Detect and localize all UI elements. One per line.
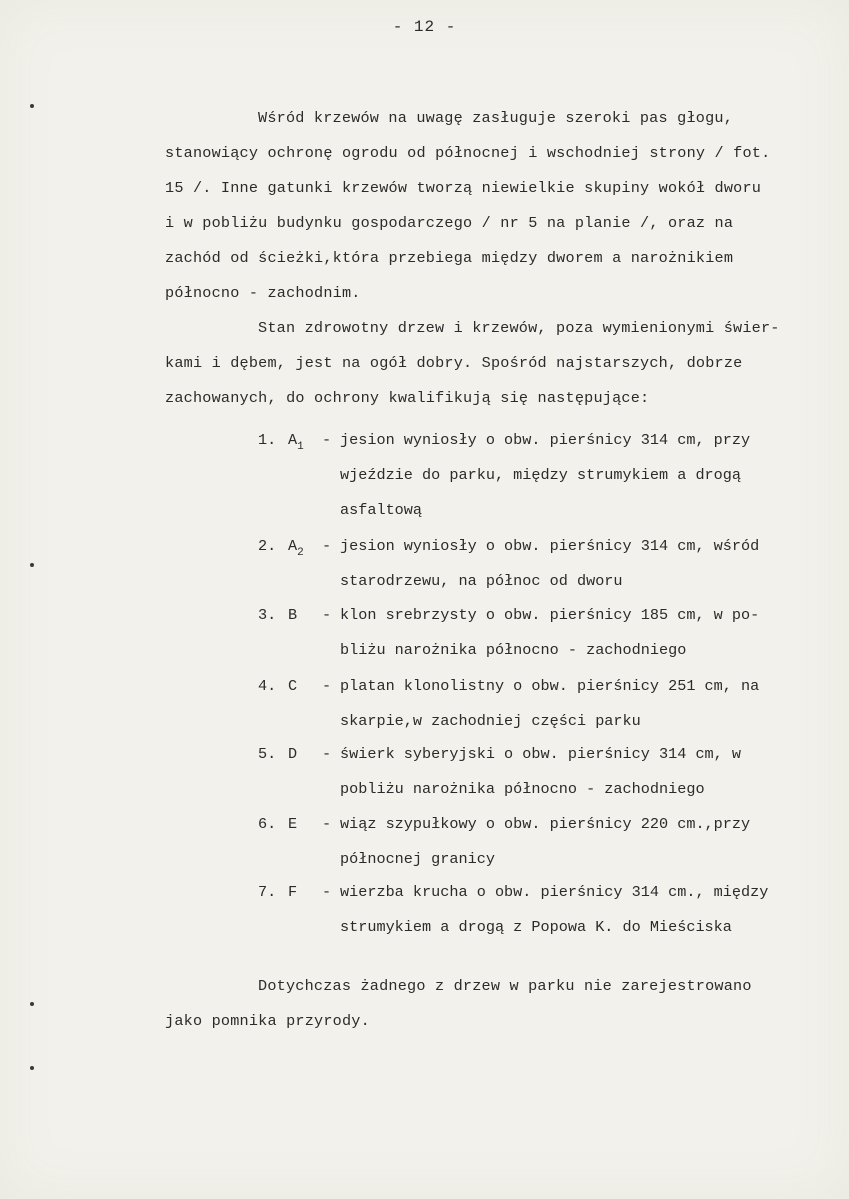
item-dash: - <box>322 537 332 555</box>
item-text-line-2: wjeździe do parku, między strumykiem a drogą <box>340 466 742 484</box>
item-text-line-1: wiąz szypułkowy o obw. pierśnicy 220 cm.,przy <box>340 815 751 833</box>
item-text-line-2: pobliżu narożnika północno - zachodniego <box>340 780 705 798</box>
paragraph-2-line-1: Stan zdrowotny drzew i krzewów, poza wymienionymi świer- <box>258 319 780 337</box>
item-number: 2. <box>258 537 277 555</box>
item-code: D <box>288 745 298 763</box>
punch-mark <box>30 1066 34 1070</box>
item-dash: - <box>322 431 332 449</box>
item-text-line-1: jesion wyniosły o obw. pierśnicy 314 cm, wśród <box>340 537 760 555</box>
page-number: - 12 - <box>392 18 457 36</box>
item-code: C <box>288 677 298 695</box>
item-dash: - <box>322 815 332 833</box>
item-text-line-1: klon srebrzysty o obw. pierśnicy 185 cm, w po- <box>340 606 760 624</box>
item-text-line-1: jesion wyniosły o obw. pierśnicy 314 cm, przy <box>340 431 751 449</box>
item-text-line-3: asfaltową <box>340 501 423 519</box>
item-text-line-2: północnej granicy <box>340 850 495 868</box>
item-dash: - <box>322 677 332 695</box>
punch-mark <box>30 563 34 567</box>
item-text-line-1: świerk syberyjski o obw. pierśnicy 314 cm, w <box>340 745 742 763</box>
paragraph-3-line-2: jako pomnika przyrody. <box>165 1012 370 1030</box>
item-code: $A_2$ <box>288 537 304 559</box>
item-text-line-1: platan klonolistny o obw. pierśnicy 251 cm, na <box>340 677 760 695</box>
item-code: B <box>288 606 298 624</box>
item-dash: - <box>322 606 332 624</box>
paragraph-1-line-4: i w pobliżu budynku gospodarczego / nr 5 na planie /, oraz na <box>165 214 734 232</box>
punch-mark <box>30 104 34 108</box>
item-number: 4. <box>258 677 277 695</box>
paragraph-1-line-6: północno - zachodnim. <box>165 284 361 302</box>
item-text-line-1: wierzba krucha o obw. pierśnicy 314 cm., między <box>340 883 769 901</box>
paragraph-1-line-1: Wśród krzewów na uwagę zasługuje szeroki pas głogu, <box>258 109 734 127</box>
item-code: $A_1$ <box>288 431 304 453</box>
item-text-line-2: bliżu narożnika północno - zachodniego <box>340 641 687 659</box>
item-text-line-2: skarpie,w zachodniej części parku <box>340 712 641 730</box>
paragraph-1-line-2: stanowiący ochronę ogrodu od północnej i wschodniej strony / fot. <box>165 144 771 162</box>
item-dash: - <box>322 883 332 901</box>
item-dash: - <box>322 745 332 763</box>
paragraph-3-line-1: Dotychczas żadnego z drzew w parku nie zarejestrowano <box>258 977 752 995</box>
paragraph-1-line-3: 15 /. Inne gatunki krzewów tworzą niewielkie skupiny wokół dworu <box>165 179 762 197</box>
punch-mark <box>30 1002 34 1006</box>
item-number: 6. <box>258 815 277 833</box>
item-number: 1. <box>258 431 277 449</box>
item-number: 3. <box>258 606 277 624</box>
item-text-line-2: starodrzewu, na północ od dworu <box>340 572 623 590</box>
paragraph-2-line-2: kami i dębem, jest na ogół dobry. Spośród najstarszych, dobrze <box>165 354 743 372</box>
item-code: E <box>288 815 298 833</box>
item-code: F <box>288 883 298 901</box>
item-text-line-2: strumykiem a drogą z Popowa K. do Mieściska <box>340 918 732 936</box>
paragraph-2-line-3: zachowanych, do ochrony kwalifikują się następujące: <box>165 389 650 407</box>
item-number: 7. <box>258 883 277 901</box>
item-number: 5. <box>258 745 277 763</box>
paragraph-1-line-5: zachód od ścieżki,która przebiega między dworem a narożnikiem <box>165 249 734 267</box>
